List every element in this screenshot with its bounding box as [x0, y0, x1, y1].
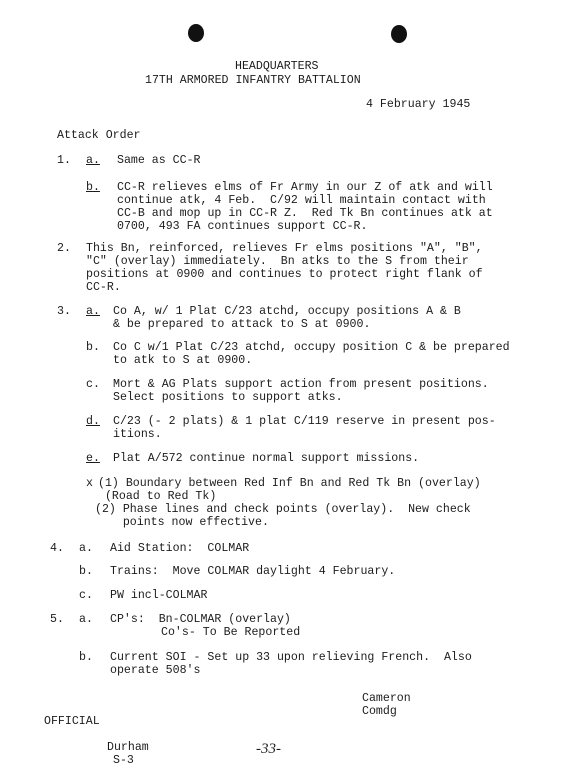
para-1a-text: Same as CC-R: [117, 154, 201, 167]
para-1-num: 1.: [57, 154, 71, 167]
header-org-line2: 17TH ARMORED INFANTRY BATTALION: [145, 74, 361, 87]
para-3x-line-1: (1) Boundary between Red Inf Bn and Red Tk Bn (overlay): [98, 477, 481, 490]
para-3e-label: e.: [86, 452, 100, 465]
para-3a-line-2: & be prepared to attack to S at 0900.: [113, 318, 371, 331]
para-4c-text: PW incl-COLMAR: [110, 589, 208, 602]
header-date: 4 February 1945: [366, 98, 471, 111]
para-3x-line-4: points now effective.: [95, 516, 269, 529]
para-4b-text: Trains: Move COLMAR daylight 4 February.: [110, 565, 396, 578]
para-1b-line-3: CC-B and mop up in CC-R Z. Red Tk Bn continues atk at: [117, 207, 493, 220]
para-5b-line-1: Current SOI - Set up 33 upon relieving French. Also: [110, 651, 472, 664]
para-3e-text: Plat A/572 continue normal support missions.: [113, 452, 420, 465]
para-5-num: 5.: [50, 613, 64, 626]
para-3c-line-2: Select positions to support atks.: [113, 391, 343, 404]
para-3d-line-2: itions.: [113, 428, 162, 441]
punch-hole-left: [188, 24, 204, 42]
para-5a-line-1: CP's: Bn-COLMAR (overlay): [110, 613, 291, 626]
para-4a-text: Aid Station: COLMAR: [110, 542, 250, 555]
para-3b-line-1: Co C w/1 Plat C/23 atchd, occupy position C & be prepared: [113, 341, 510, 354]
para-1b-label: b.: [86, 181, 100, 194]
para-5a-label: a.: [79, 613, 93, 626]
header-org-line1: HEADQUARTERS: [235, 60, 319, 73]
signature-name: Cameron: [362, 692, 411, 705]
para-5b-label: b.: [79, 651, 93, 664]
para-5b-line-2: operate 508's: [110, 664, 201, 677]
signature-title: Comdg: [362, 705, 397, 718]
punch-hole-right: [391, 25, 407, 43]
para-3-num: 3.: [57, 305, 71, 318]
para-3a-line-1: Co A, w/ 1 Plat C/23 atchd, occupy positions A & B: [113, 305, 461, 318]
para-4b-label: b.: [79, 565, 93, 578]
para-3c-line-1: Mort & AG Plats support action from present positions.: [113, 378, 489, 391]
para-4a-label: a.: [79, 542, 93, 555]
para-4c-label: c.: [79, 589, 93, 602]
para-2-line-2: "C" (overlay) immediately. Bn atks to the S from their: [86, 255, 469, 268]
page-mark: -33-: [256, 741, 281, 757]
para-3x-line-2: (Road to Red Tk): [98, 490, 217, 503]
para-5a-line-2: Co's- To Be Reported: [161, 626, 301, 639]
para-3x-line-3: (2) Phase lines and check points (overlay). New check: [95, 503, 471, 516]
para-1a-label: a.: [86, 154, 100, 167]
para-1b-line-1: CC-R relieves elms of Fr Army in our Z of atk and will: [117, 181, 493, 194]
para-2-num: 2.: [57, 242, 71, 255]
para-3b-label: b.: [86, 341, 100, 354]
official-name: Durham: [107, 741, 149, 754]
para-3b-line-2: to atk to S at 0900.: [113, 354, 253, 367]
official-label: OFFICIAL: [44, 715, 100, 728]
para-3c-label: c.: [86, 378, 100, 391]
para-3x-label: x: [86, 477, 93, 490]
para-1b-line-2: continue atk, 4 Feb. C/92 will maintain contact with: [117, 194, 486, 207]
doc-title: Attack Order: [57, 129, 141, 142]
para-3a-label: a.: [86, 305, 100, 318]
para-3d-label: d.: [86, 415, 100, 428]
official-title: S-3: [113, 754, 134, 767]
para-2-line-3: positions at 0900 and continues to protect right flank of: [86, 268, 483, 281]
para-2-line-4: CC-R.: [86, 281, 121, 294]
para-2-line-1: This Bn, reinforced, relieves Fr elms positions "A", "B",: [86, 242, 483, 255]
para-3d-line-1: C/23 (- 2 plats) & 1 plat C/119 reserve in present pos-: [113, 415, 496, 428]
para-1b-line-4: 0700, 493 FA continues support CC-R.: [117, 220, 368, 233]
para-4-num: 4.: [50, 542, 64, 555]
